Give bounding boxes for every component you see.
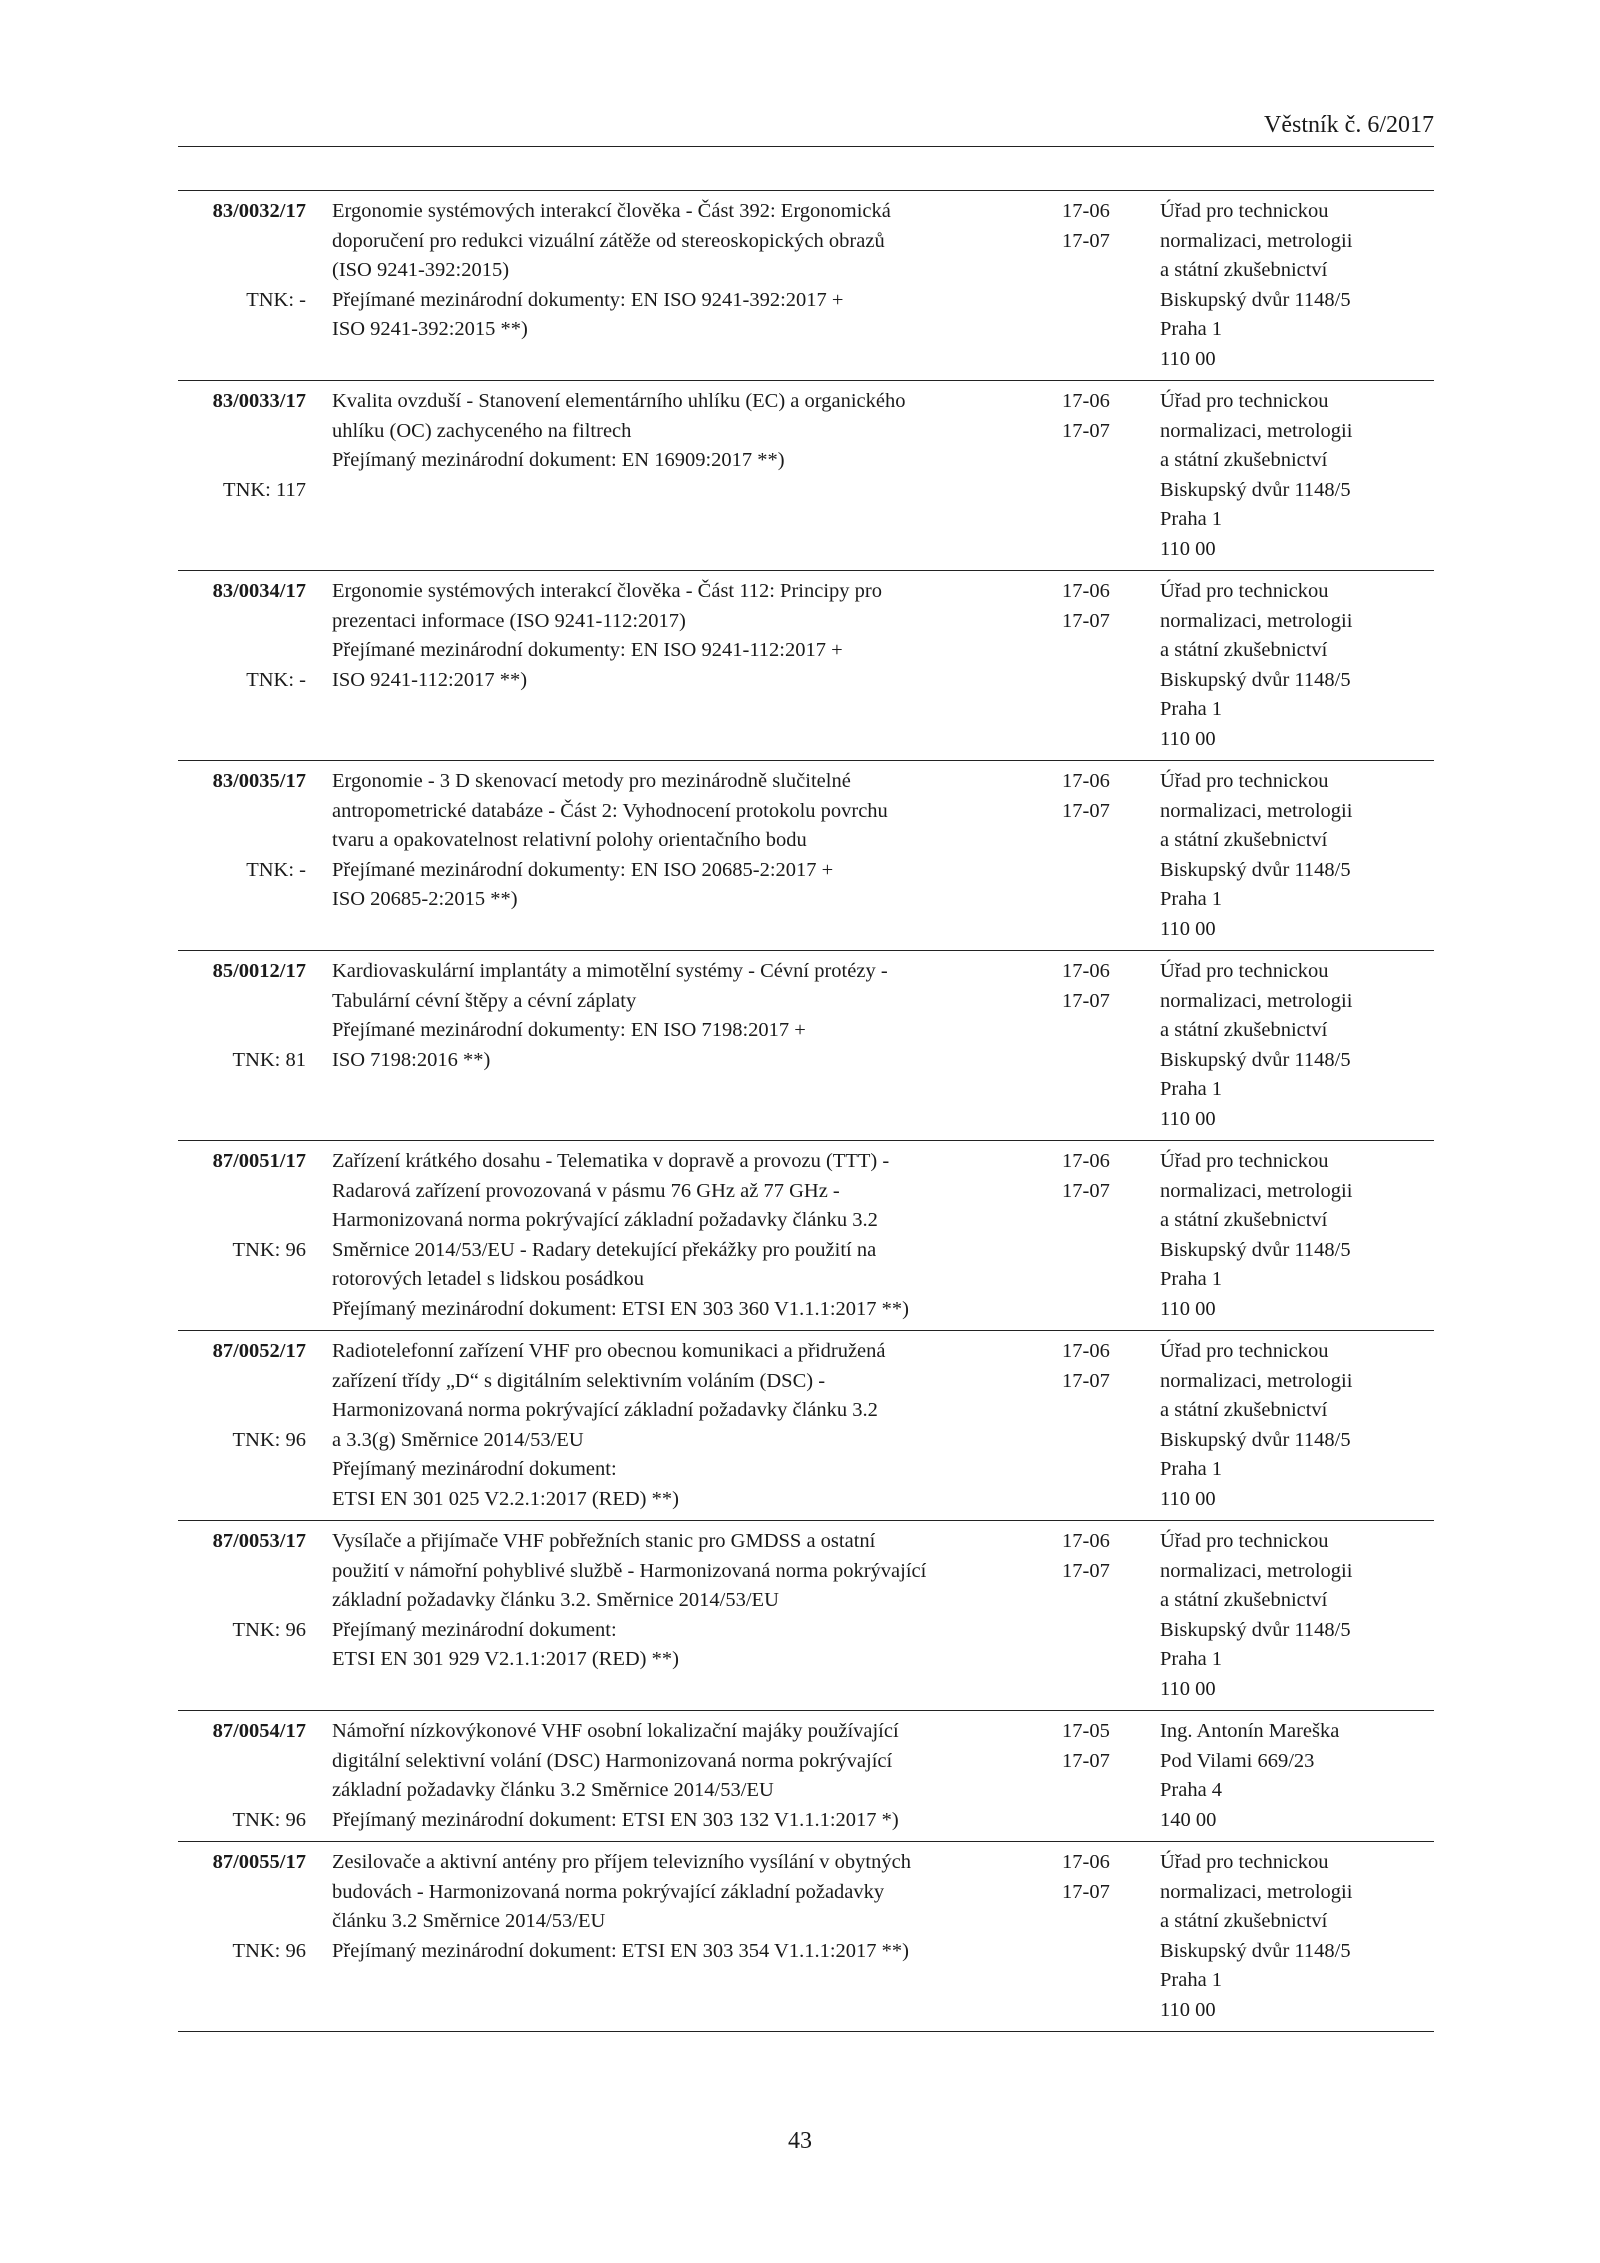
tnk-label: TNK: 96 — [232, 1428, 306, 1451]
standard-number: 83/0032/17 — [212, 200, 306, 222]
date-code: 17-05 — [1062, 1720, 1110, 1742]
table-row — [178, 1711, 1434, 1842]
address-line: Úřad pro technickou — [1160, 580, 1329, 602]
contact-address-cell — [1160, 1848, 1450, 2025]
title-line: ISO 9241-112:2017 **) — [332, 668, 528, 691]
title-line: doporučení pro redukci vizuální zátěže od stereoskopických obrazů — [332, 229, 885, 252]
title-line: Vysílače a přijímače VHF pobřežních stanic pro GMDSS a ostatní — [332, 1530, 876, 1552]
date-code: 17-06 — [1062, 390, 1110, 412]
title-line: Přejímaný mezinárodní dokument: EN 16909:2017 **) — [332, 449, 785, 471]
tnk-label: TNK: - — [246, 858, 306, 881]
dates-cell — [1062, 1848, 1142, 1907]
title-line: Zesilovače a aktivní antény pro příjem televizního vysílání v obytných — [332, 1851, 911, 1873]
row-identifier-cell — [178, 1717, 306, 1835]
address-line: normalizaci, metrologii — [1160, 419, 1353, 442]
address-line: 110 00 — [1160, 347, 1216, 370]
date-code: 17-07 — [1062, 229, 1110, 252]
contact-address-cell — [1160, 957, 1450, 1134]
date-code: 17-07 — [1062, 1369, 1110, 1392]
date-code: 17-06 — [1062, 960, 1110, 982]
address-line: 140 00 — [1160, 1808, 1217, 1831]
address-line: Pod Vilami 669/23 — [1160, 1749, 1315, 1772]
row-identifier-cell — [178, 1848, 306, 1966]
title-line: Zařízení krátkého dosahu - Telematika v dopravě a provozu (TTT) - — [332, 1150, 890, 1172]
date-code: 17-07 — [1062, 989, 1110, 1012]
tnk-label: TNK: - — [246, 288, 306, 311]
row-identifier-cell — [178, 957, 306, 1075]
address-line: Úřad pro technickou — [1160, 960, 1329, 982]
address-line: Biskupský dvůr 1148/5 — [1160, 478, 1351, 501]
address-line: Úřad pro technickou — [1160, 1530, 1329, 1552]
table-row — [178, 1842, 1434, 2032]
address-line: a státní zkušebnictví — [1160, 449, 1328, 471]
table-row — [178, 1331, 1434, 1521]
address-line: normalizaci, metrologii — [1160, 1369, 1353, 1392]
standard-number: 85/0012/17 — [212, 960, 306, 982]
address-line: a státní zkušebnictví — [1160, 1910, 1328, 1932]
address-line: 110 00 — [1160, 1107, 1216, 1130]
address-line: normalizaci, metrologii — [1160, 609, 1353, 632]
title-line: antropometrické databáze - Část 2: Vyhodnocení protokolu povrchu — [332, 799, 888, 822]
title-line: Přejímaný mezinárodní dokument: ETSI EN 303 360 V1.1.1:2017 **) — [332, 1297, 909, 1320]
date-code: 17-06 — [1062, 200, 1110, 222]
row-identifier-cell — [178, 387, 306, 505]
address-line: Praha 1 — [1160, 1969, 1223, 1991]
standard-title-cell — [332, 767, 1052, 915]
title-line: Přejímaný mezinárodní dokument: ETSI EN 303 354 V1.1.1:2017 **) — [332, 1939, 909, 1962]
standard-title-cell — [332, 1527, 1052, 1675]
title-line: Harmonizovaná norma pokrývající základní požadavky článku 3.2 — [332, 1209, 878, 1231]
address-line: 110 00 — [1160, 917, 1216, 940]
address-line: Praha 1 — [1160, 1268, 1223, 1290]
address-line: normalizaci, metrologii — [1160, 229, 1353, 252]
address-line: 110 00 — [1160, 537, 1216, 560]
title-line: Tabulární cévní štěpy a cévní záplaty — [332, 989, 637, 1012]
address-line: Úřad pro technickou — [1160, 1150, 1329, 1172]
table-row — [178, 1521, 1434, 1711]
address-line: normalizaci, metrologii — [1160, 1880, 1353, 1903]
title-line: Kardiovaskulární implantáty a mimotělní systémy - Cévní protézy - — [332, 960, 888, 982]
title-line: Harmonizovaná norma pokrývající základní požadavky článku 3.2 — [332, 1399, 878, 1421]
title-line: zařízení třídy „D“ s digitálním selektivním voláním (DSC) - — [332, 1369, 826, 1392]
address-line: a státní zkušebnictví — [1160, 1209, 1328, 1231]
table-row — [178, 191, 1434, 381]
address-line: a státní zkušebnictví — [1160, 1399, 1328, 1421]
row-identifier-cell — [178, 1337, 306, 1455]
date-code: 17-07 — [1062, 1559, 1110, 1582]
address-line: Praha 4 — [1160, 1779, 1223, 1801]
standard-title-cell — [332, 1337, 1052, 1514]
title-line: základní požadavky článku 3.2. Směrnice 2014/53/EU — [332, 1589, 779, 1611]
title-line: Námořní nízkovýkonové VHF osobní lokalizační majáky používající — [332, 1720, 899, 1742]
title-line: tvaru a opakovatelnost relativní polohy orientačního bodu — [332, 829, 807, 851]
standard-title-cell — [332, 577, 1052, 695]
tnk-label: TNK: - — [246, 668, 306, 691]
address-line: Úřad pro technickou — [1160, 770, 1329, 792]
address-line: Biskupský dvůr 1148/5 — [1160, 1238, 1351, 1261]
contact-address-cell — [1160, 767, 1450, 944]
address-line: 110 00 — [1160, 1998, 1216, 2021]
address-line: a státní zkušebnictví — [1160, 639, 1328, 661]
address-line: Praha 1 — [1160, 1648, 1223, 1670]
date-code: 17-06 — [1062, 1340, 1110, 1362]
title-line: Přejímaný mezinárodní dokument: — [332, 1458, 617, 1480]
address-line: Biskupský dvůr 1148/5 — [1160, 1618, 1351, 1641]
row-identifier-cell — [178, 577, 306, 695]
address-line: Praha 1 — [1160, 1458, 1223, 1480]
title-line: Přejímaný mezinárodní dokument: — [332, 1618, 617, 1641]
contact-address-cell — [1160, 1527, 1450, 1704]
address-line: Biskupský dvůr 1148/5 — [1160, 1428, 1351, 1451]
address-line: a státní zkušebnictví — [1160, 1019, 1328, 1041]
address-line: 110 00 — [1160, 727, 1216, 750]
title-line: ISO 20685-2:2015 **) — [332, 888, 518, 910]
standard-number: 87/0055/17 — [212, 1851, 306, 1873]
address-line: Úřad pro technickou — [1160, 1851, 1329, 1873]
title-line: Přejímané mezinárodní dokumenty: EN ISO 20685-2:2017 + — [332, 858, 834, 881]
date-code: 17-07 — [1062, 799, 1110, 822]
standard-title-cell — [332, 1717, 1052, 1835]
standard-title-cell — [332, 387, 1052, 476]
date-code: 17-07 — [1062, 1880, 1110, 1903]
standard-title-cell — [332, 1848, 1052, 1966]
table-row — [178, 1141, 1434, 1331]
address-line: Biskupský dvůr 1148/5 — [1160, 1939, 1351, 1962]
address-line: Biskupský dvůr 1148/5 — [1160, 288, 1351, 311]
title-line: použití v námořní pohyblivé službě - Harmonizovaná norma pokrývající — [332, 1559, 927, 1582]
page-header — [178, 112, 1434, 147]
title-line: Kvalita ovzduší - Stanovení elementárního uhlíku (EC) a organického — [332, 390, 906, 412]
title-line: Přejímané mezinárodní dokumenty: EN ISO 9241-112:2017 + — [332, 639, 843, 661]
address-line: Praha 1 — [1160, 1078, 1223, 1100]
title-line: prezentaci informace (ISO 9241-112:2017) — [332, 609, 686, 632]
address-line: 110 00 — [1160, 1487, 1216, 1510]
title-line: a 3.3(g) Směrnice 2014/53/EU — [332, 1428, 584, 1451]
contact-address-cell — [1160, 577, 1450, 754]
dates-cell — [1062, 957, 1142, 1016]
address-line: 110 00 — [1160, 1297, 1216, 1320]
title-line: digitální selektivní volání (DSC) Harmonizovaná norma pokrývající — [332, 1749, 893, 1772]
date-code: 17-06 — [1062, 1851, 1110, 1873]
address-line: Úřad pro technickou — [1160, 1340, 1329, 1362]
date-code: 17-07 — [1062, 419, 1110, 442]
standard-title-cell — [332, 957, 1052, 1075]
address-line: Biskupský dvůr 1148/5 — [1160, 858, 1351, 881]
table-row — [178, 951, 1434, 1141]
tnk-label: TNK: 96 — [232, 1808, 306, 1831]
table-row — [178, 381, 1434, 571]
standard-number: 87/0053/17 — [212, 1530, 306, 1552]
address-line: normalizaci, metrologii — [1160, 1559, 1353, 1582]
address-line: normalizaci, metrologii — [1160, 799, 1353, 822]
title-line: ISO 9241-392:2015 **) — [332, 318, 528, 340]
row-identifier-cell — [178, 197, 306, 315]
dates-cell — [1062, 767, 1142, 826]
page-number: 43 — [788, 2128, 812, 2154]
address-line: normalizaci, metrologii — [1160, 1179, 1353, 1202]
dates-cell — [1062, 387, 1142, 446]
standard-number: 87/0051/17 — [212, 1150, 306, 1172]
tnk-label: TNK: 117 — [223, 478, 306, 501]
title-line: Přejímané mezinárodní dokumenty: EN ISO 9241-392:2017 + — [332, 288, 844, 311]
address-line: normalizaci, metrologii — [1160, 989, 1353, 1012]
title-line: ETSI EN 301 025 V2.2.1:2017 (RED) **) — [332, 1487, 679, 1510]
date-code: 17-06 — [1062, 580, 1110, 602]
address-line: Biskupský dvůr 1148/5 — [1160, 668, 1351, 691]
address-line: a státní zkušebnictví — [1160, 1589, 1328, 1611]
tnk-label: TNK: 96 — [232, 1238, 306, 1261]
title-line: Ergonomie - 3 D skenovací metody pro mezinárodně slučitelné — [332, 770, 851, 792]
address-line: Ing. Antonín Mareška — [1160, 1720, 1340, 1742]
address-line: Praha 1 — [1160, 698, 1223, 720]
contact-address-cell — [1160, 1717, 1450, 1835]
title-line: Přejímané mezinárodní dokumenty: EN ISO 7198:2017 + — [332, 1019, 806, 1041]
contact-address-cell — [1160, 1337, 1450, 1514]
address-line: Praha 1 — [1160, 318, 1223, 340]
date-code: 17-06 — [1062, 770, 1110, 792]
row-identifier-cell — [178, 1147, 306, 1265]
title-line: Ergonomie systémových interakcí člověka - Část 392: Ergonomická — [332, 200, 891, 222]
standard-number: 83/0035/17 — [212, 770, 306, 792]
dates-cell — [1062, 1527, 1142, 1586]
dates-cell — [1062, 1717, 1142, 1776]
title-line: budovách - Harmonizovaná norma pokrývající základní požadavky — [332, 1880, 885, 1903]
address-line: Praha 1 — [1160, 888, 1223, 910]
title-line: článku 3.2 Směrnice 2014/53/EU — [332, 1910, 606, 1932]
address-line: Praha 1 — [1160, 508, 1223, 530]
table-row — [178, 571, 1434, 761]
date-code: 17-07 — [1062, 1749, 1110, 1772]
title-line: Radarová zařízení provozovaná v pásmu 76 GHz až 77 GHz - — [332, 1179, 840, 1202]
address-line: a státní zkušebnictví — [1160, 829, 1328, 851]
standard-title-cell — [332, 1147, 1052, 1324]
address-line: Úřad pro technickou — [1160, 390, 1329, 412]
address-line: 110 00 — [1160, 1677, 1216, 1700]
title-line: Přejímaný mezinárodní dokument: ETSI EN 303 132 V1.1.1:2017 *) — [332, 1808, 899, 1831]
title-line: Radiotelefonní zařízení VHF pro obecnou komunikaci a přidružená — [332, 1340, 886, 1362]
dates-cell — [1062, 1337, 1142, 1396]
title-line: ETSI EN 301 929 V2.1.1:2017 (RED) **) — [332, 1648, 679, 1670]
table-row — [178, 761, 1434, 951]
dates-cell — [1062, 1147, 1142, 1206]
standard-number: 83/0034/17 — [212, 580, 306, 602]
contact-address-cell — [1160, 197, 1450, 374]
standards-table — [178, 190, 1434, 2032]
address-line: a státní zkušebnictví — [1160, 259, 1328, 281]
address-line: Biskupský dvůr 1148/5 — [1160, 1048, 1351, 1071]
title-line: (ISO 9241-392:2015) — [332, 259, 510, 281]
row-identifier-cell — [178, 767, 306, 885]
standard-number: 87/0052/17 — [212, 1340, 306, 1362]
bulletin-title: Věstník č. 6/2017 — [1264, 112, 1434, 138]
date-code: 17-07 — [1062, 1179, 1110, 1202]
standard-number: 83/0033/17 — [212, 390, 306, 412]
standard-number: 87/0054/17 — [212, 1720, 306, 1742]
date-code: 17-07 — [1062, 609, 1110, 632]
row-identifier-cell — [178, 1527, 306, 1645]
standard-title-cell — [332, 197, 1052, 345]
tnk-label: TNK: 96 — [232, 1939, 306, 1962]
date-code: 17-06 — [1062, 1150, 1110, 1172]
contact-address-cell — [1160, 1147, 1450, 1324]
date-code: 17-06 — [1062, 1530, 1110, 1552]
dates-cell — [1062, 577, 1142, 636]
title-line: ISO 7198:2016 **) — [332, 1048, 491, 1071]
title-line: uhlíku (OC) zachyceného na filtrech — [332, 419, 632, 442]
title-line: Směrnice 2014/53/EU - Radary detekující překážky pro použití na — [332, 1238, 877, 1261]
contact-address-cell — [1160, 387, 1450, 564]
title-line: základní požadavky článku 3.2 Směrnice 2014/53/EU — [332, 1779, 774, 1801]
dates-cell — [1062, 197, 1142, 256]
tnk-label: TNK: 81 — [232, 1048, 306, 1071]
address-line: Úřad pro technickou — [1160, 200, 1329, 222]
title-line: Ergonomie systémových interakcí člověka - Část 112: Principy pro — [332, 580, 882, 602]
tnk-label: TNK: 96 — [232, 1618, 306, 1641]
title-line: rotorových letadel s lidskou posádkou — [332, 1268, 645, 1290]
